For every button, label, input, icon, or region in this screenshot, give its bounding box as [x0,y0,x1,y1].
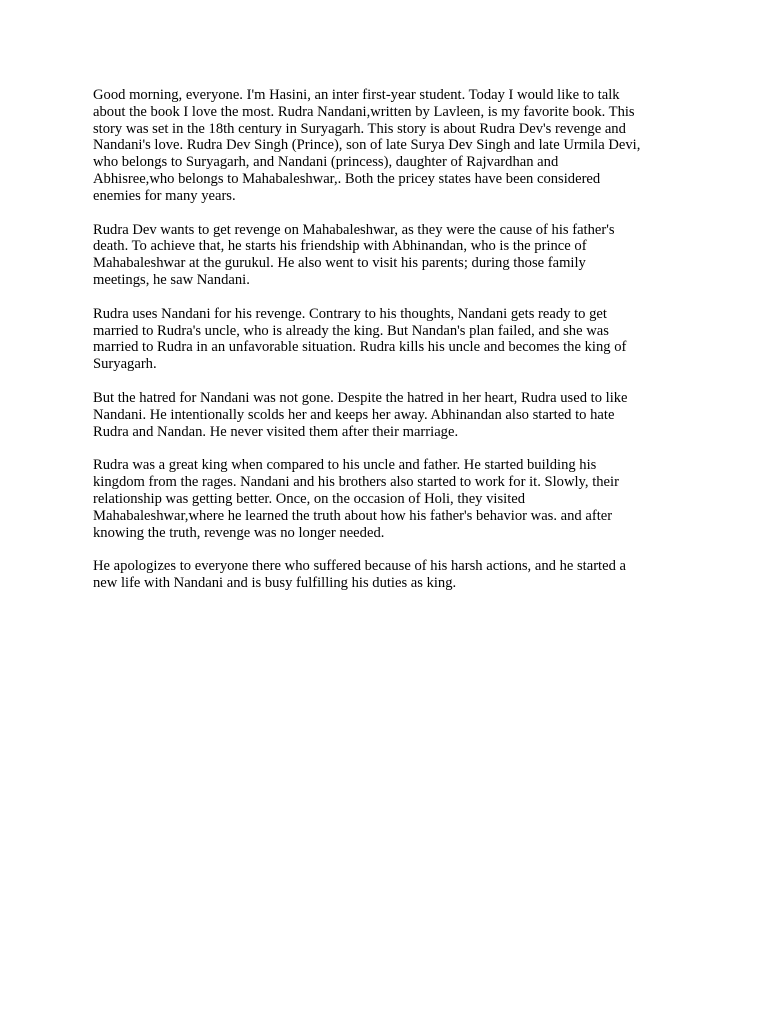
paragraph-intro: Good morning, everyone. I'm Hasini, an inter first-year student. Today I would like to talk about the book I love the most. Rudra Nandani,written by Lavleen, is my favorite book. This story was set in the 18th century in Suryagarh. This story is about Rudra Dev's revenge and Nandani's love. Rudra Dev Singh (Prince), son of late Surya Dev Singh and late Urmila Devi, who belongs to Suryagarh, and Nandani (princess), daughter of Rajvardhan and Abhisree,who belongs to Mahabaleshwar,. Both the pricey states have been considered enemies for many years. [93,87,641,204]
paragraph-conclusion: He apologizes to everyone there who suffered because of his harsh actions, and he started a new life with Nandani and is busy fulfilling his duties as king. [93,558,627,592]
paragraph-revenge-plan: Rudra Dev wants to get revenge on Mahabaleshwar, as they were the cause of his father's death. To achieve that, he starts his friendship with Abhinandan, who is the prince of Mahabaleshwar at the gurukul. He also went to visit his parents; during those family meetings, he saw Nandani. [93,221,615,288]
paragraph-marriage: Rudra uses Nandani for his revenge. Contrary to his thoughts, Nandani gets ready to get married to Rudra's uncle, who is already the king. But Nandan's plan failed, and she was married to Rudra in an unfavorable situation. Rudra kills his uncle and becomes the king of Suryagarh. [93,305,627,373]
paragraph-hatred: But the hatred for Nandani was not gone. Despite the hatred in her heart, Rudra used to like Nandani. He intentionally scolds her and keeps her away. Abhinandan also started to hate Rudra and Nandan. He never visited them after their marriage. [93,389,628,440]
document-body [93,87,685,609]
paragraph-great-king: Rudra was a great king when compared to his uncle and father. He started building his kingdom from the rages. Nandani and his brothers also started to work for it. Slowly, their relationship was getting better. Once, on the occasion of Holi, they visited Mahabaleshwar,where he learned the truth about how his father's behavior was. and after knowing the truth, revenge was no longer needed. [93,457,619,541]
